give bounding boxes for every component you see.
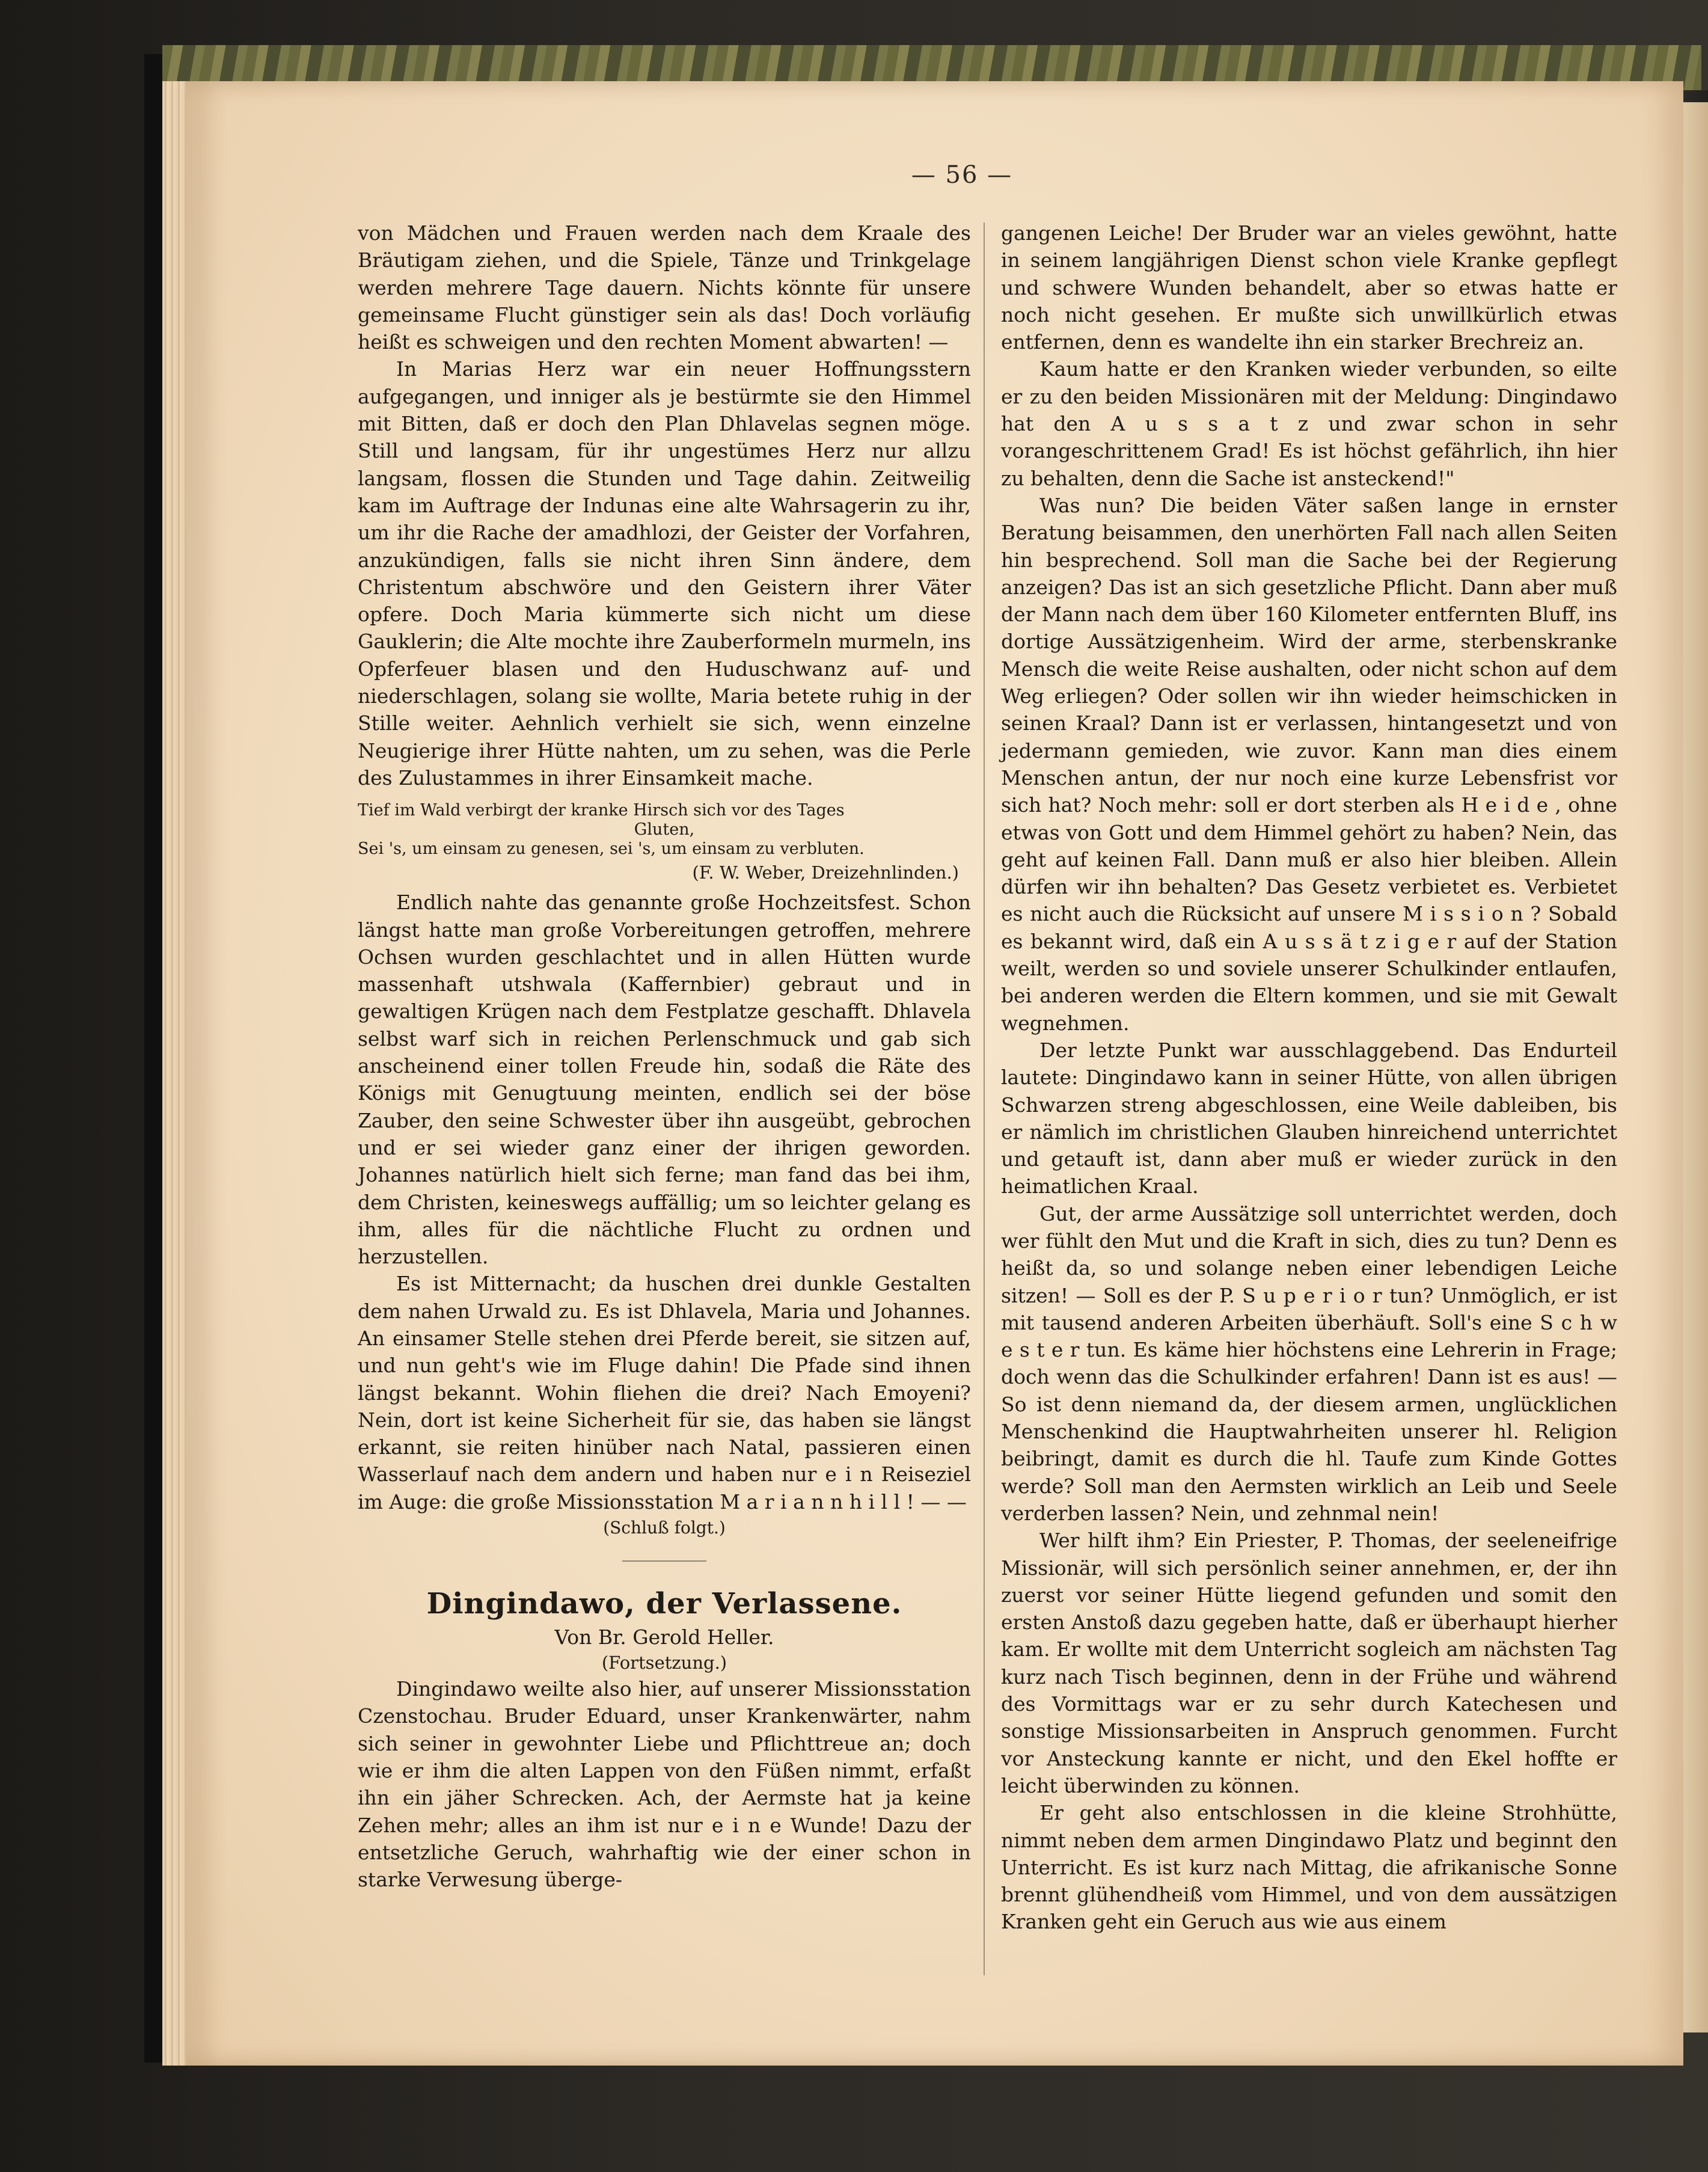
column-divider <box>984 222 985 1975</box>
poem-line-1: Tief im Wald verbirgt der kranke Hirsch sich vor des Tages <box>358 801 845 820</box>
poem-line-1-continuation: Gluten, <box>634 820 695 839</box>
left-paragraph-3: Endlich nahte das genannte große Hochzeitsfest. Schon längst hatte man große Vorbereitungen getroffen, mehrere Ochsen wurden geschlachtet und in allen Hütten wurde massenhaft utshwala (Kaffernbier) gebraut und in gewaltigen Krügen nach dem Festplatze geschafft. Dhlavela selbst warf sich in reichen Perlenschmuck und gab sich anscheinend einer tollen Freude hin, sodaß die Räte des Königs mit Genugtuung meinten, endlich sei der böse Zauber, den seine Schwester über ihn ausgeübt, gebrochen und er sei wieder ganz einer der ihrigen geworden. Johannes natürlich hielt sich ferne; man fand das bei ihm, dem Christen, keineswegs auffällig; um so leichter gelang es ihm, alles für die nächtliche Flucht zu ordnen und herzustellen. <box>358 891 971 1269</box>
continuation-note: (Fortsetzung.) <box>601 1652 727 1673</box>
article-byline: Von Br. Gerold Heller. <box>554 1625 774 1649</box>
right-paragraph-6: Wer hilft ihm? Ein Priester, P. Thomas, der seeleneifrige Missionär, will sich persönlich seiner annehmen, er, der ihn zuerst vor seiner Hütte liegend gefunden und somit den ersten Anstoß dazu gegeben hatte, daß er überhaupt hierher kam. Er wollte mit dem Unterricht sogleich am nächsten Tag kurz nach Tisch beginnen, denn in der Frühe und während des Vormittags war er zu sehr durch Katechesen und sonstige Missionsarbeiten in Anspruch genommen. Furcht vor Ansteckung kannte er nicht, und den Ekel hoffte er leicht überwinden zu können. <box>1001 1529 1617 1797</box>
section-separator <box>622 1560 706 1562</box>
left-paragraph-1: von Mädchen und Frauen werden nach dem Kraale des Bräutigam ziehen, und die Spiele, Tänze und Trinkgelage werden mehrere Tage dauern. Nichts könnte für unsere gemeinsame Flucht günstiger sein als das! Doch vorläufig heißt es schweigen und den rechten Moment abwarten! — <box>358 221 971 354</box>
right-paragraph-4: Der letzte Punkt war ausschlaggebend. Das Endurteil lautete: Dingindawo kann in seiner Hütte, von allen übrigen Schwarzen streng abgeschlossen, eine Weile dableiben, bis er nämlich im christlichen Glauben hinreichend unterrichtet und getauft ist, dann aber muß er wieder zurück in den heimatlichen Kraal. <box>1001 1038 1617 1198</box>
left-paragraph-4: Es ist Mitternacht; da huschen drei dunkle Gestalten dem nahen Urwald zu. Es ist Dhlavela, Maria und Johannes. An einsamer Stelle stehen drei Pferde bereit, sie sitzen auf, und nun geht's wie im Fluge dahin! Die Pfade sind ihnen längst bekannt. Wohin fliehen die drei? Nach Emoyeni? Nein, dort ist keine Sicherheit für sie, das haben sie längst erkannt, sie reiten hinüber nach Natal, passieren einen Wasserlauf nach dem andern und haben nur e i n Reiseziel im Auge: die große Missionsstation M a r i a n n h i l l ! — — <box>358 1272 971 1514</box>
conclusion-note: (Schluß folgt.) <box>603 1518 726 1538</box>
poem-quote <box>358 801 971 859</box>
right-paragraph-1: gangenen Leiche! Der Bruder war an vieles gewöhnt, hatte in seinem langjährigen Dienst schon viele Kranke gepflegt und schwere Wunden behandelt, aber so etwas hatte er noch nicht gesehen. Er mußte sich unwillkürlich etwas entfernen, denn es wandelte ihn ein starker Brechreiz an. <box>1001 221 1617 354</box>
right-paragraph-2: Kaum hatte er den Kranken wieder verbunden, so eilte er zu den beiden Missionären mit der Meldung: Dingindawo hat den A u s s a t z und zwar schon in sehr vorangeschrittenem Grad! Es ist höchst gefährlich, ihn hier zu behalten, denn die Sache ist ansteckend!" <box>1001 357 1617 490</box>
right-paragraph-5: Gut, der arme Aussätzige soll unterrichtet werden, doch wer fühlt den Mut und die Kraft in sich, dies zu tun? Denn es heißt da, so und solange neben einer lebendigen Leiche sitzen! — Soll es der P. S u p e r i o r tun? Unmöglich, er ist mit tausend anderen Arbeiten überhäuft. Soll's eine S c h w e s t e r tun. Es käme hier höchstens eine Lehrerin in Frage; doch wenn das die Schulkinder erfahren! Dann ist es aus! — So ist denn niemand da, der diesem armen, unglücklichen Menschenkind die Hauptwahrheiten unserer hl. Religion beibringt, damit es durch die hl. Taufe zum Kinde Gottes werde? Soll man den Aermsten wirklich an Leib und Seele verderben lassen? Nein, und zehnmal nein! <box>1001 1201 1617 1525</box>
right-paragraph-3: Was nun? Die beiden Väter saßen lange in ernster Beratung beisammen, den unerhörten Fall nach allen Seiten hin besprechend. Soll man die Sache bei der Regierung anzeigen? Das ist an sich gesetzliche Pflicht. Dann aber muß der Mann nach dem über 160 Kilometer entfernten Bluff, ins dortige Aussätzigenheim. Wird der arme, sterbenskranke Mensch die weite Reise aushalten, oder nicht schon auf dem Weg erliegen? Oder sollen wir ihn wieder heimschicken in seinen Kraal? Dann ist er verlassen, hintangesetzt und von jedermann gemieden, wie zuvor. Kann man dies einem Menschen antun, der nur noch eine kurze Lebensfrist vor sich hat? Noch mehr: soll er dort sterben als H e i d e , ohne etwas von Gott und dem Himmel gehört zu haben? Nein, das geht auf keinen Fall. Dann muß er also hier bleiben. Allein dürfen wir ihn behalten? Das Gesetz verbietet es. Verbietet es nicht auch die Rücksicht auf unsere M i s s i o n ? Sobald es bekannt wird, daß ein A u s s ä t z i g e r auf der Station weilt, werden so und soviele unserer Schulkinder entlaufen, bei anderen werden die Eltern kommen, und sie mit Gewalt wegnehmen. <box>1001 493 1617 1035</box>
left-column <box>358 219 971 1893</box>
right-column <box>1001 219 1617 1936</box>
poem-line-2: Sei 's, um einsam zu genesen, sei 's, um einsam zu verbluten. <box>358 839 865 859</box>
page-number: — 56 — <box>911 161 1013 189</box>
left-paragraph-5: Dingindawo weilte also hier, auf unserer Missionsstation Czenstochau. Bruder Eduard, unser Krankenwärter, nahm sich seiner in gewohnter Liebe und Pflichttreue an; doch wie er ihm die alten Lappen von den Füßen nimmt, erfaßt ihn ein jäher Schrecken. Ach, der Aermste hat ja keine Zehen mehr; alles an ihm ist nur e i n e Wunde! Dazu der entsetzliche Geruch, wahrhaftig wie der einer schon in starke Verwesung überge- <box>358 1677 971 1892</box>
right-paragraph-7: Er geht also entschlossen in die kleine Strohhütte, nimmt neben dem armen Dingindawo Platz und beginnt den Unterricht. Es ist kurz nach Mittag, die afrikanische Sonne brennt glühendheiß vom Himmel, und von dem aussätzigen Kranken geht ein Geruch aus wie aus einem <box>1001 1801 1617 1934</box>
left-paragraph-2: In Marias Herz war ein neuer Hoffnungsstern aufgegangen, und inniger als je bestürmte sie den Himmel mit Bitten, daß er doch den Plan Dhlavelas segnen möge. Still und langsam, für ihr ungestümes Herz nur allzu langsam, flossen die Stunden und Tage dahin. Zeitweilig kam im Auftrage der Indunas eine alte Wahrsagerin zu ihr, um ihr die Rache der amadhlozi, der Geister der Vorfahren, anzukündigen, falls sie nicht ihren Sinn ändere, dem Christentum abschwöre und den Geistern ihrer Väter opfere. Doch Maria kümmerte sich nicht um diese Gauklerin; die Alte mochte ihre Zauberformeln murmeln, ins Opferfeuer blasen und den Huduschwanz auf- und niederschlagen, solang sie wollte, Maria betete ruhig in der Stille weiter. Aehnlich verhielt sie sich, wenn einzelne Neugierige ihrer Hütte nahten, um zu sehen, was die Perle des Zulustammes in ihrer Einsamkeit mache. <box>358 357 971 790</box>
article-title: Dingindawo, der Verlassene. <box>426 1587 902 1621</box>
poem-source: (F. W. Weber, Dreizehnlinden.) <box>692 862 959 883</box>
